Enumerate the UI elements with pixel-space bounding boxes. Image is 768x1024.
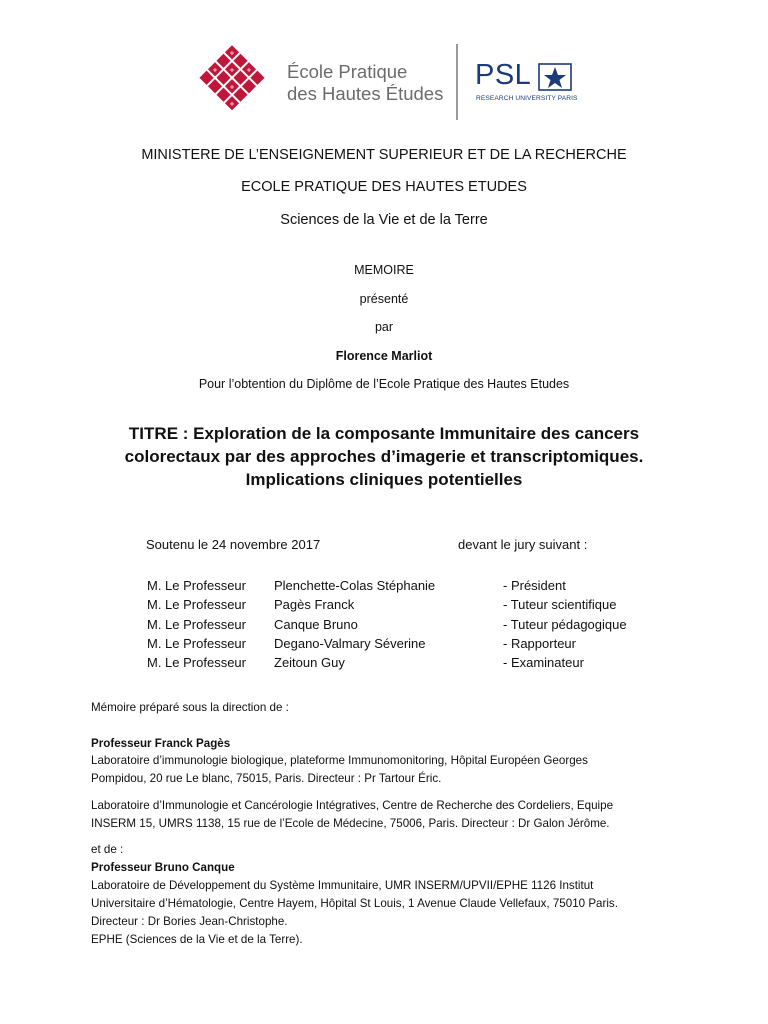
jury-title: M. Le Professeur (147, 635, 246, 651)
director-1: Professeur Franck Pagès (91, 737, 231, 750)
jury-row (0, 636, 768, 655)
lab-2 (91, 797, 701, 833)
lab-line: EPHE (Sciences de la Vie et de la Terre). (91, 933, 303, 946)
jury-row (0, 617, 768, 636)
jury-name: Degano-Valmary Séverine (274, 635, 426, 651)
jury-name: Plenchette-Colas Stéphanie (274, 578, 436, 593)
lab-line: Laboratoire d’Immunologie et Cancérologie Intégratives, Centre de Recherche des Cordeliers, Equipe (91, 799, 614, 812)
jury-role: - Rapporteur (503, 635, 576, 651)
section-line: Sciences de la Vie et de la Terre (280, 212, 488, 228)
title-line: TITRE : Exploration de la composante Immunitaire des cancers (128, 424, 640, 443)
title-line: colorectaux par des approches d’imagerie et transcriptomiques. (124, 447, 644, 466)
lab-line: Laboratoire d’immunologie biologique, plateforme Immunomonitoring, Hôpital Européen Georges (91, 754, 588, 767)
lab-line: Universitaire d’Hématologie, Centre Hayem, Hôpital St Louis, 1 Avenue Claude Vellefaux, 75010 Paris. (91, 897, 618, 910)
jury-role: - Tuteur scientifique (503, 597, 617, 613)
jury-title: M. Le Professeur (147, 655, 246, 671)
lab-3 (91, 877, 701, 949)
jury-role: - Examinateur (503, 655, 584, 671)
lab-1 (91, 752, 701, 788)
ministry-line: MINISTERE DE L’ENSEIGNEMENT SUPERIEUR ET DE LA RECHERCHE (141, 147, 627, 163)
jury-row (0, 578, 768, 597)
jury-name: Canque Bruno (274, 616, 358, 632)
ephe-name-line1: École Pratique (287, 61, 408, 82)
school-line: ECOLE PRATIQUE DES HAUTES ETUDES (241, 179, 527, 195)
jury-row (0, 655, 768, 674)
psl-subtitle: RESEARCH UNIVERSITY PARIS (476, 95, 578, 102)
defense-date: Soutenu le 24 novembre 2017 (146, 537, 321, 552)
jury-title: M. Le Professeur (147, 597, 246, 613)
psl-wordmark: PSL (475, 59, 532, 91)
ephe-name-line2: des Hautes Études (287, 83, 444, 104)
director-2: Professeur Bruno Canque (91, 861, 235, 874)
jury-row (0, 597, 768, 616)
author-name: Florence Marliot (335, 349, 433, 363)
psl-star-icon (537, 62, 573, 92)
direction-heading: Mémoire préparé sous la direction de : (91, 701, 289, 714)
ephe-name (287, 61, 443, 105)
jury-title: M. Le Professeur (147, 616, 246, 632)
jury-intro: devant le jury suivant : (458, 537, 588, 552)
lab-line: INSERM 15, UMRS 1138, 15 rue de l’Ecole de Médecine, 75006, Paris. Directeur : Dr Galon Jérôme. (91, 817, 610, 830)
lab-line: Laboratoire de Développement du Système Immunitaire, UMR INSERM/UPVII/EPHE 1126 Institut (91, 879, 594, 892)
and-of-label: et de : (91, 843, 124, 856)
jury-role: - Tuteur pédagogique (503, 616, 627, 632)
jury-name: Zeitoun Guy (274, 655, 345, 671)
lab-line: Directeur : Dr Bories Jean-Christophe. (91, 915, 288, 928)
presented-label: présenté (359, 292, 409, 306)
jury-title: M. Le Professeur (147, 578, 246, 593)
by-label: par (374, 320, 394, 334)
ephe-logo-icon (192, 42, 272, 122)
title-line: Implications cliniques potentielles (245, 470, 523, 489)
thesis-title (0, 422, 768, 491)
memoire-label: MEMOIRE (354, 263, 414, 277)
jury-list (0, 578, 768, 674)
jury-name: Pagès Franck (274, 597, 355, 613)
lab-line: Pompidou, 20 rue Le blanc, 75015, Paris. Directeur : Pr Tartour Éric. (91, 772, 442, 785)
logo-divider (456, 44, 458, 120)
diploma-purpose: Pour l’obtention du Diplôme de l’Ecole Pratique des Hautes Etudes (198, 377, 570, 391)
jury-role: - Président (503, 578, 566, 593)
